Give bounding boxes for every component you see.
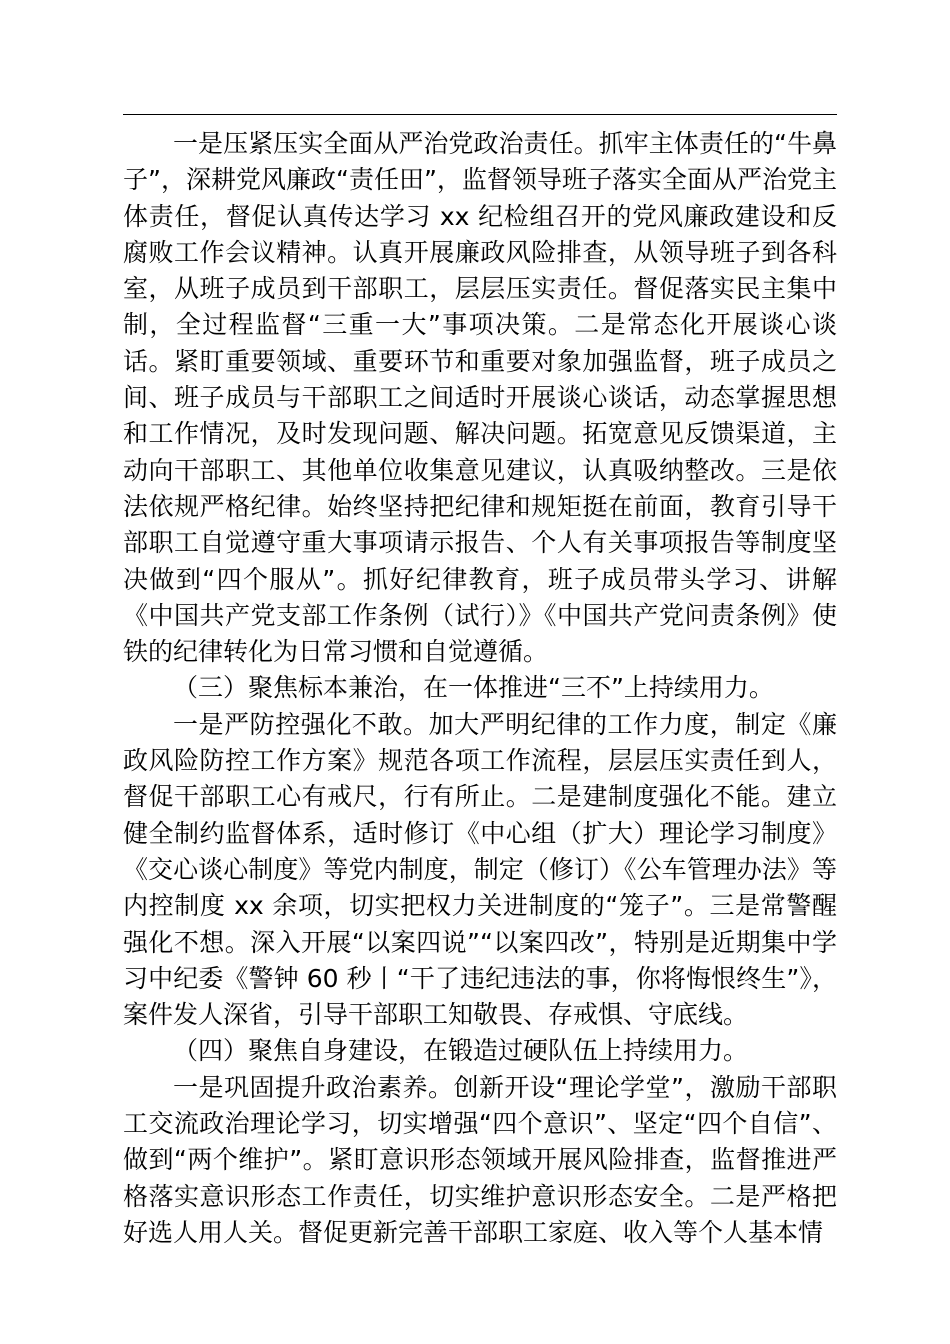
header-rule [123,114,837,115]
section-heading-four: （四）聚焦自身建设，在锻造过硬队伍上持续用力。 [173,1036,749,1066]
paragraph-three-nots: 一是严防控强化不敢。加大严明纪律的工作力度，制定《廉政风险防控工作方案》规范各项工作流程，层层压实责任到人，督促干部职工心有戒尺，行有所止。二是建制度强化不能。建立健全制约监督体系，适时修订《中心组（扩大）理论学习制度》《交心谈心制度》等党内制度，制定（修订）《公车管理办法》等内控制度 xx 余项，切实把权力关进制度的“笼子”。三是常警醒强化不想。深入开展“以案四说”“以案四改”，特别是近期集中学习中纪委《警钟 60 秒丨“干了违纪违法的事，你将悔恨终生”》，案件发人深省，引导干部职工知敬畏、存戒惧、守底线。 [123,709,837,1030]
section-heading-three: （三）聚焦标本兼治，在一体推进“三不”上持续用力。 [173,673,774,703]
body-text [123,126,837,1251]
paragraph-discipline-responsibility: 一是压紧压实全面从严治党政治责任。抓牢主体责任的“牛鼻子”，深耕党风廉政“责任田”，监督领导班子落实全面从严治党主体责任，督促认真传达学习 xx 纪检组召开的党风廉政建设和反腐败工作会议精神。认真开展廉政风险排查，从领导班子到各科室，从班子成员到干部职工，层层压实责任。督促落实民主集中制，全过程监督“三重一大”事项决策。二是常态化开展谈心谈话。紧盯重要领域、重要环节和重要对象加强监督，班子成员之间、班子成员与干部职工之间适时开展谈心谈话，动态掌握思想和工作情况，及时发现问题、解决问题。拓宽意见反馈渠道，主动向干部职工、其他单位收集意见建议，认真吸纳整改。三是依法依规严格纪律。始终坚持把纪律和规矩挺在前面，教育引导干部职工自觉遵守重大事项请示报告、个人有关事项报告等制度坚决做到“四个服从”。抓好纪律教育，班子成员带头学习、讲解《中国共产党支部工作条例（试行）》《中国共产党问责条例》使铁的纪律转化为日常习惯和自觉遵循。 [123,129,837,667]
paragraph-self-building: 一是巩固提升政治素养。创新开设“理论学堂”，激励干部职工交流政治理论学习，切实增强“四个意识”、坚定“四个自信”、做到“两个维护”。紧盯意识形态领域开展风险排查，监督推进严格落实意识形态工作责任，切实维护意识形态安全。二是严格把好选人用人关。督促更新完善干部职工家庭、收入等个人基本情 [123,1072,837,1247]
